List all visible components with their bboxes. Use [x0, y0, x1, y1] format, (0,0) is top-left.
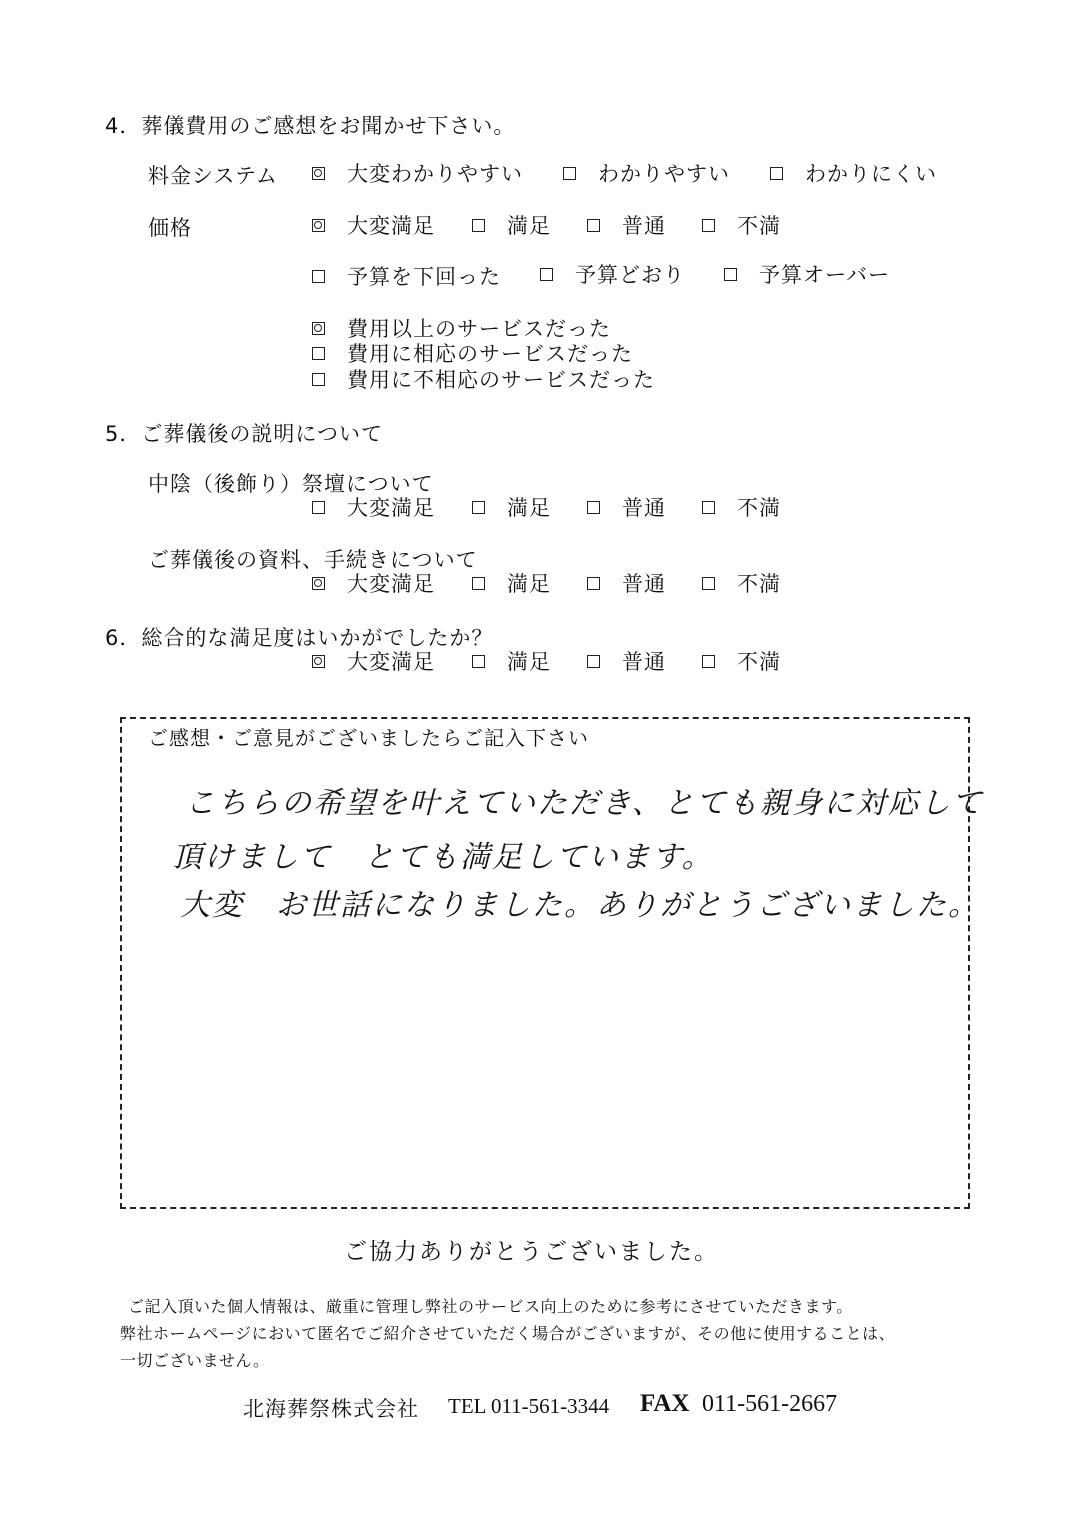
checkbox-icon[interactable] [312, 270, 325, 283]
fax-number: 011-561-2667 [702, 1391, 838, 1417]
checkbox-icon[interactable] [702, 577, 715, 590]
checkbox-icon[interactable] [770, 167, 783, 180]
price-normal[interactable]: 普通 [587, 210, 666, 240]
budget-as-planned[interactable]: 予算どおり [540, 259, 685, 289]
altar-normal[interactable]: 普通 [587, 492, 666, 522]
price-label: 価格 [148, 216, 192, 240]
docs-very-satisfied[interactable]: 大変満足 [312, 568, 435, 598]
checkbox-icon[interactable] [312, 501, 325, 514]
altar-very-satisfied[interactable]: 大変満足 [312, 492, 435, 522]
checkbox-icon[interactable] [702, 655, 715, 668]
privacy-notice-line: ご記入頂いた個人情報は、厳重に管理し弊社のサービス向上のために参考にさせていただきます。 [128, 1297, 853, 1316]
price-dissatisfied[interactable]: 不満 [702, 210, 781, 240]
option-hard[interactable]: わかりにくい [770, 158, 937, 188]
overall-dissatisfied[interactable]: 不満 [702, 646, 781, 676]
price-very-satisfied[interactable]: 大変満足 [312, 210, 435, 240]
handwritten-comment-line: 頂けまして とても満足しています。 [172, 840, 714, 875]
checkbox-icon[interactable] [540, 268, 553, 281]
docs-dissatisfied[interactable]: 不満 [702, 568, 781, 598]
checkbox-icon[interactable] [587, 501, 600, 514]
checkbox-icon[interactable] [587, 655, 600, 668]
checked-box-icon[interactable] [312, 167, 325, 180]
price-satisfied[interactable]: 満足 [472, 210, 551, 240]
checkbox-icon[interactable] [563, 167, 576, 180]
fax-label: FAX [640, 1390, 690, 1417]
service-below-cost[interactable]: 費用に不相応のサービスだった [312, 364, 655, 394]
checkbox-icon[interactable] [724, 268, 737, 281]
privacy-notice-line: 一切ございません。 [120, 1351, 270, 1370]
question-4-title: 4．葬儀費用のご感想をお聞かせ下さい。 [105, 114, 516, 138]
documents-label: ご葬儀後の資料、手続きについて [148, 548, 478, 572]
checkbox-icon[interactable] [472, 219, 485, 232]
option-easy[interactable]: わかりやすい [563, 158, 730, 188]
checkbox-icon[interactable] [587, 219, 600, 232]
service-matching-cost[interactable]: 費用に相応のサービスだった [312, 338, 633, 368]
checkbox-icon[interactable] [312, 373, 325, 386]
checkbox-icon[interactable] [472, 577, 485, 590]
checkbox-icon[interactable] [587, 577, 600, 590]
checkbox-icon[interactable] [472, 501, 485, 514]
service-above-cost[interactable]: 費用以上のサービスだった [312, 313, 611, 343]
handwritten-comment-line: こちらの希望を叶えていただき、とても親身に対応して [185, 786, 984, 821]
altar-label: 中陰（後飾り）祭壇について [148, 472, 434, 496]
checkbox-icon[interactable] [312, 347, 325, 360]
altar-satisfied[interactable]: 満足 [472, 492, 551, 522]
altar-dissatisfied[interactable]: 不満 [702, 492, 781, 522]
company-name: 北海葬祭株式会社 [243, 1397, 419, 1421]
question-6-title: 6．総合的な満足度はいかがでしたか？ [105, 626, 494, 650]
checked-box-icon[interactable] [312, 322, 325, 335]
checked-box-icon[interactable] [312, 655, 325, 668]
checkbox-icon[interactable] [702, 501, 715, 514]
budget-over[interactable]: 予算オーバー [724, 259, 890, 289]
thanks-message: ご協力ありがとうございました。 [344, 1239, 719, 1265]
overall-satisfied[interactable]: 満足 [472, 646, 551, 676]
overall-normal[interactable]: 普通 [587, 646, 666, 676]
checkbox-icon[interactable] [702, 219, 715, 232]
handwritten-comment-line: 大変 お世話になりました。ありがとうございました。 [180, 888, 980, 923]
checked-box-icon[interactable] [312, 577, 325, 590]
checkbox-icon[interactable] [472, 655, 485, 668]
telephone-number: TEL 011-561-3344 [448, 1394, 610, 1418]
budget-under[interactable]: 予算を下回った [312, 261, 501, 291]
privacy-notice-line: 弊社ホームページにおいて匿名でご紹介させていただく場合がございますが、その他に使用することは、 [120, 1324, 896, 1343]
fee-system-label: 料金システム [148, 164, 278, 188]
docs-satisfied[interactable]: 満足 [472, 568, 551, 598]
checked-box-icon[interactable] [312, 219, 325, 232]
overall-very-satisfied[interactable]: 大変満足 [312, 646, 435, 676]
comment-label: ご感想・ご意見がございましたらご記入下さい [148, 726, 589, 750]
question-5-title: 5．ご葬儀後の説明について [105, 422, 383, 446]
docs-normal[interactable]: 普通 [587, 568, 666, 598]
option-very-easy[interactable]: 大変わかりやすい [312, 158, 523, 188]
